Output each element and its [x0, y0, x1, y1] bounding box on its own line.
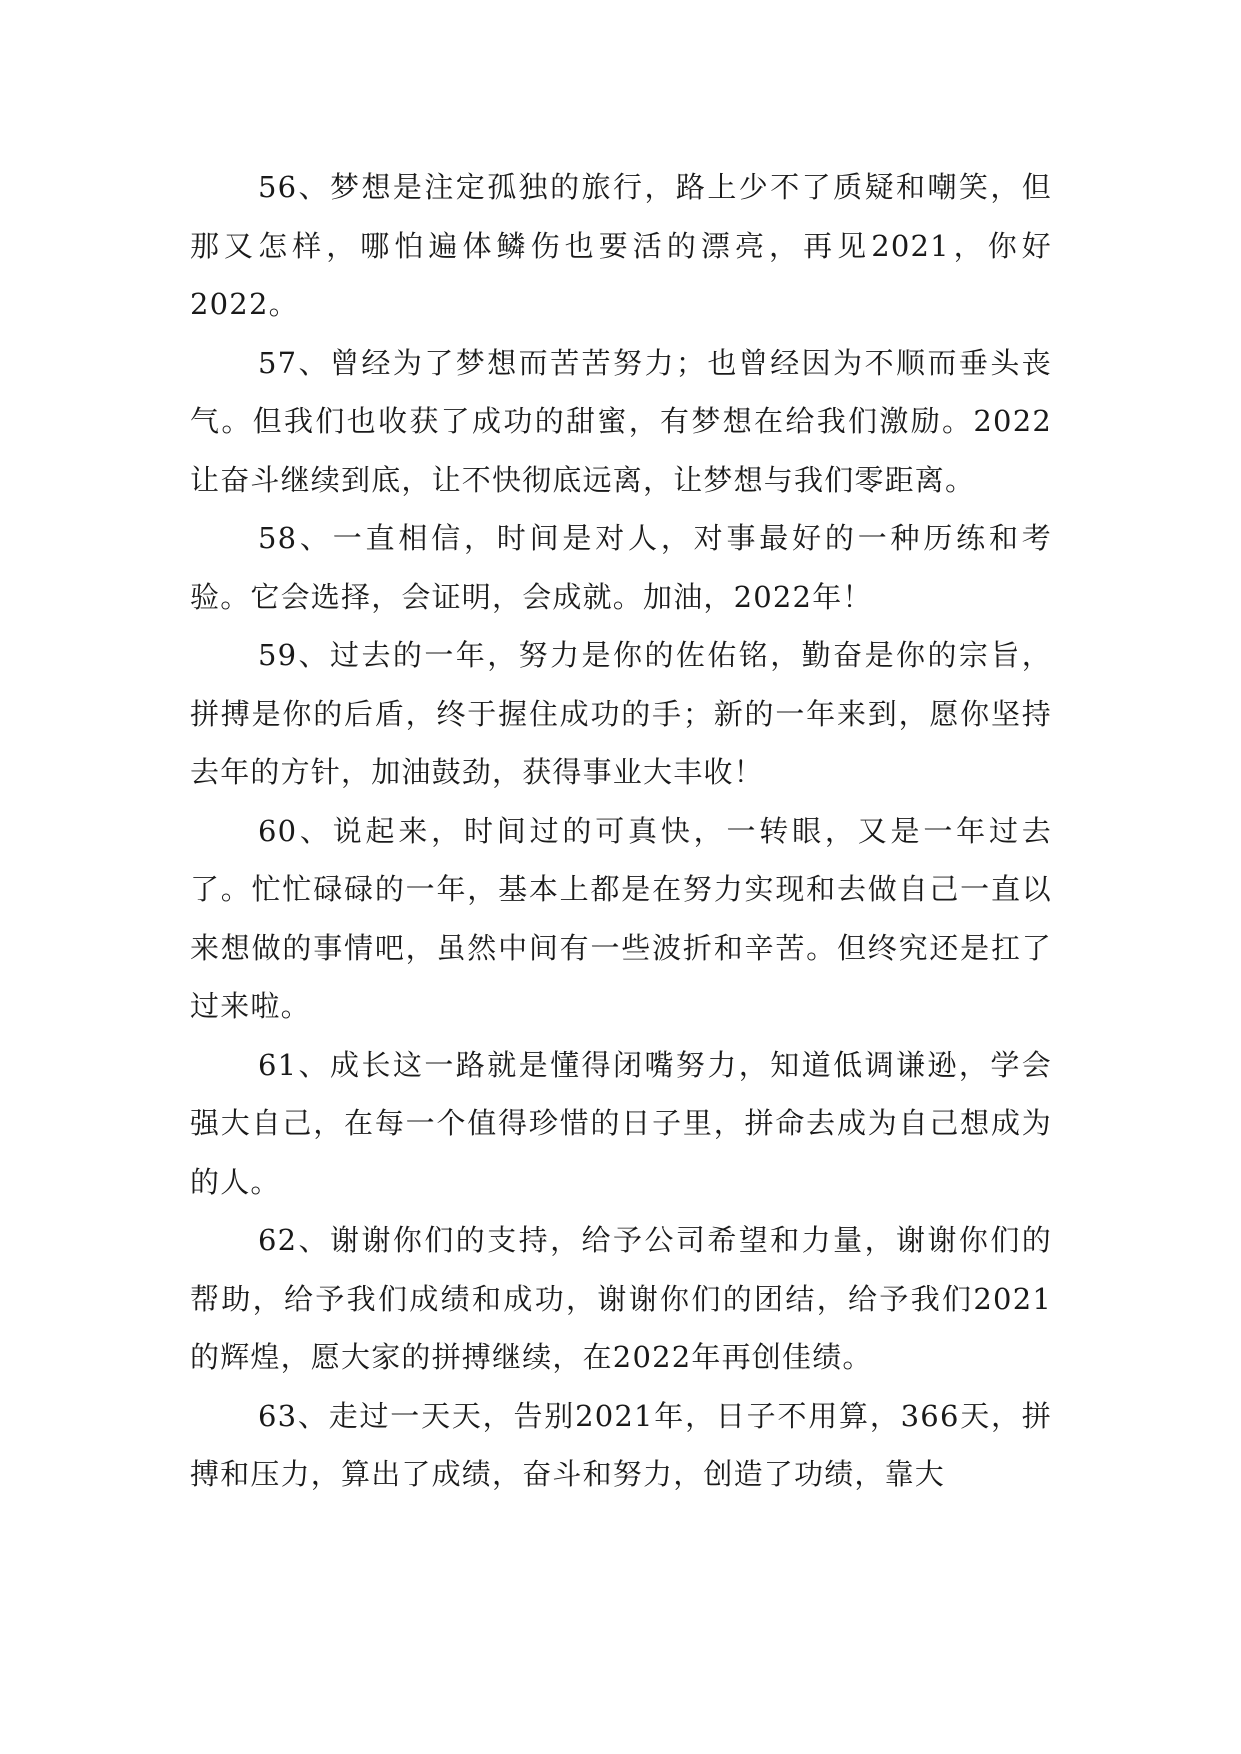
paragraph-56: 56、梦想是注定孤独的旅行，路上少不了质疑和嘲笑，但那又怎样，哪怕遍体鳞伤也要活的漂亮，再见2021，你好2022。	[190, 170, 1052, 321]
paragraph-59: 59、过去的一年，努力是你的佐佑铭，勤奋是你的宗旨，拼搏是你的后盾，终于握住成功的手；新的一年来到，愿你坚持去年的方针，加油鼓劲，获得事业大丰收！	[190, 638, 1052, 789]
paragraph-62: 62、谢谢你们的支持，给予公司希望和力量，谢谢你们的帮助，给予我们成绩和成功，谢谢你们的团结，给予我们2021的辉煌，愿大家的拼搏继续，在2022年再创佳绩。	[190, 1223, 1052, 1374]
paragraph-57: 57、曾经为了梦想而苦苦努力；也曾经因为不顺而垂头丧气。但我们也收获了成功的甜蜜，有梦想在给我们激励。2022让奋斗继续到底，让不快彻底远离，让梦想与我们零距离。	[190, 345, 1052, 497]
paragraph-58: 58、一直相信，时间是对人，对事最好的一种历练和考验。它会选择，会证明，会成就。加油，2022年！	[190, 521, 1052, 614]
paragraph-60: 60、说起来，时间过的可真快，一转眼，又是一年过去了。忙忙碌碌的一年，基本上都是在努力实现和去做自己一直以来想做的事情吧，虽然中间有一些波折和辛苦。但终究还是扛了过来啦。	[190, 813, 1052, 1023]
paragraph-63: 63、走过一天天，告别2021年，日子不用算，366天，拼搏和压力，算出了成绩，奋斗和努力，创造了功绩，靠大	[190, 1398, 1052, 1491]
document-body	[190, 158, 1052, 1504]
paragraph-61: 61、成长这一路就是懂得闭嘴努力，知道低调谦逊，学会强大自己，在每一个值得珍惜的日子里，拼命去成为自己想成为的人。	[190, 1047, 1052, 1199]
